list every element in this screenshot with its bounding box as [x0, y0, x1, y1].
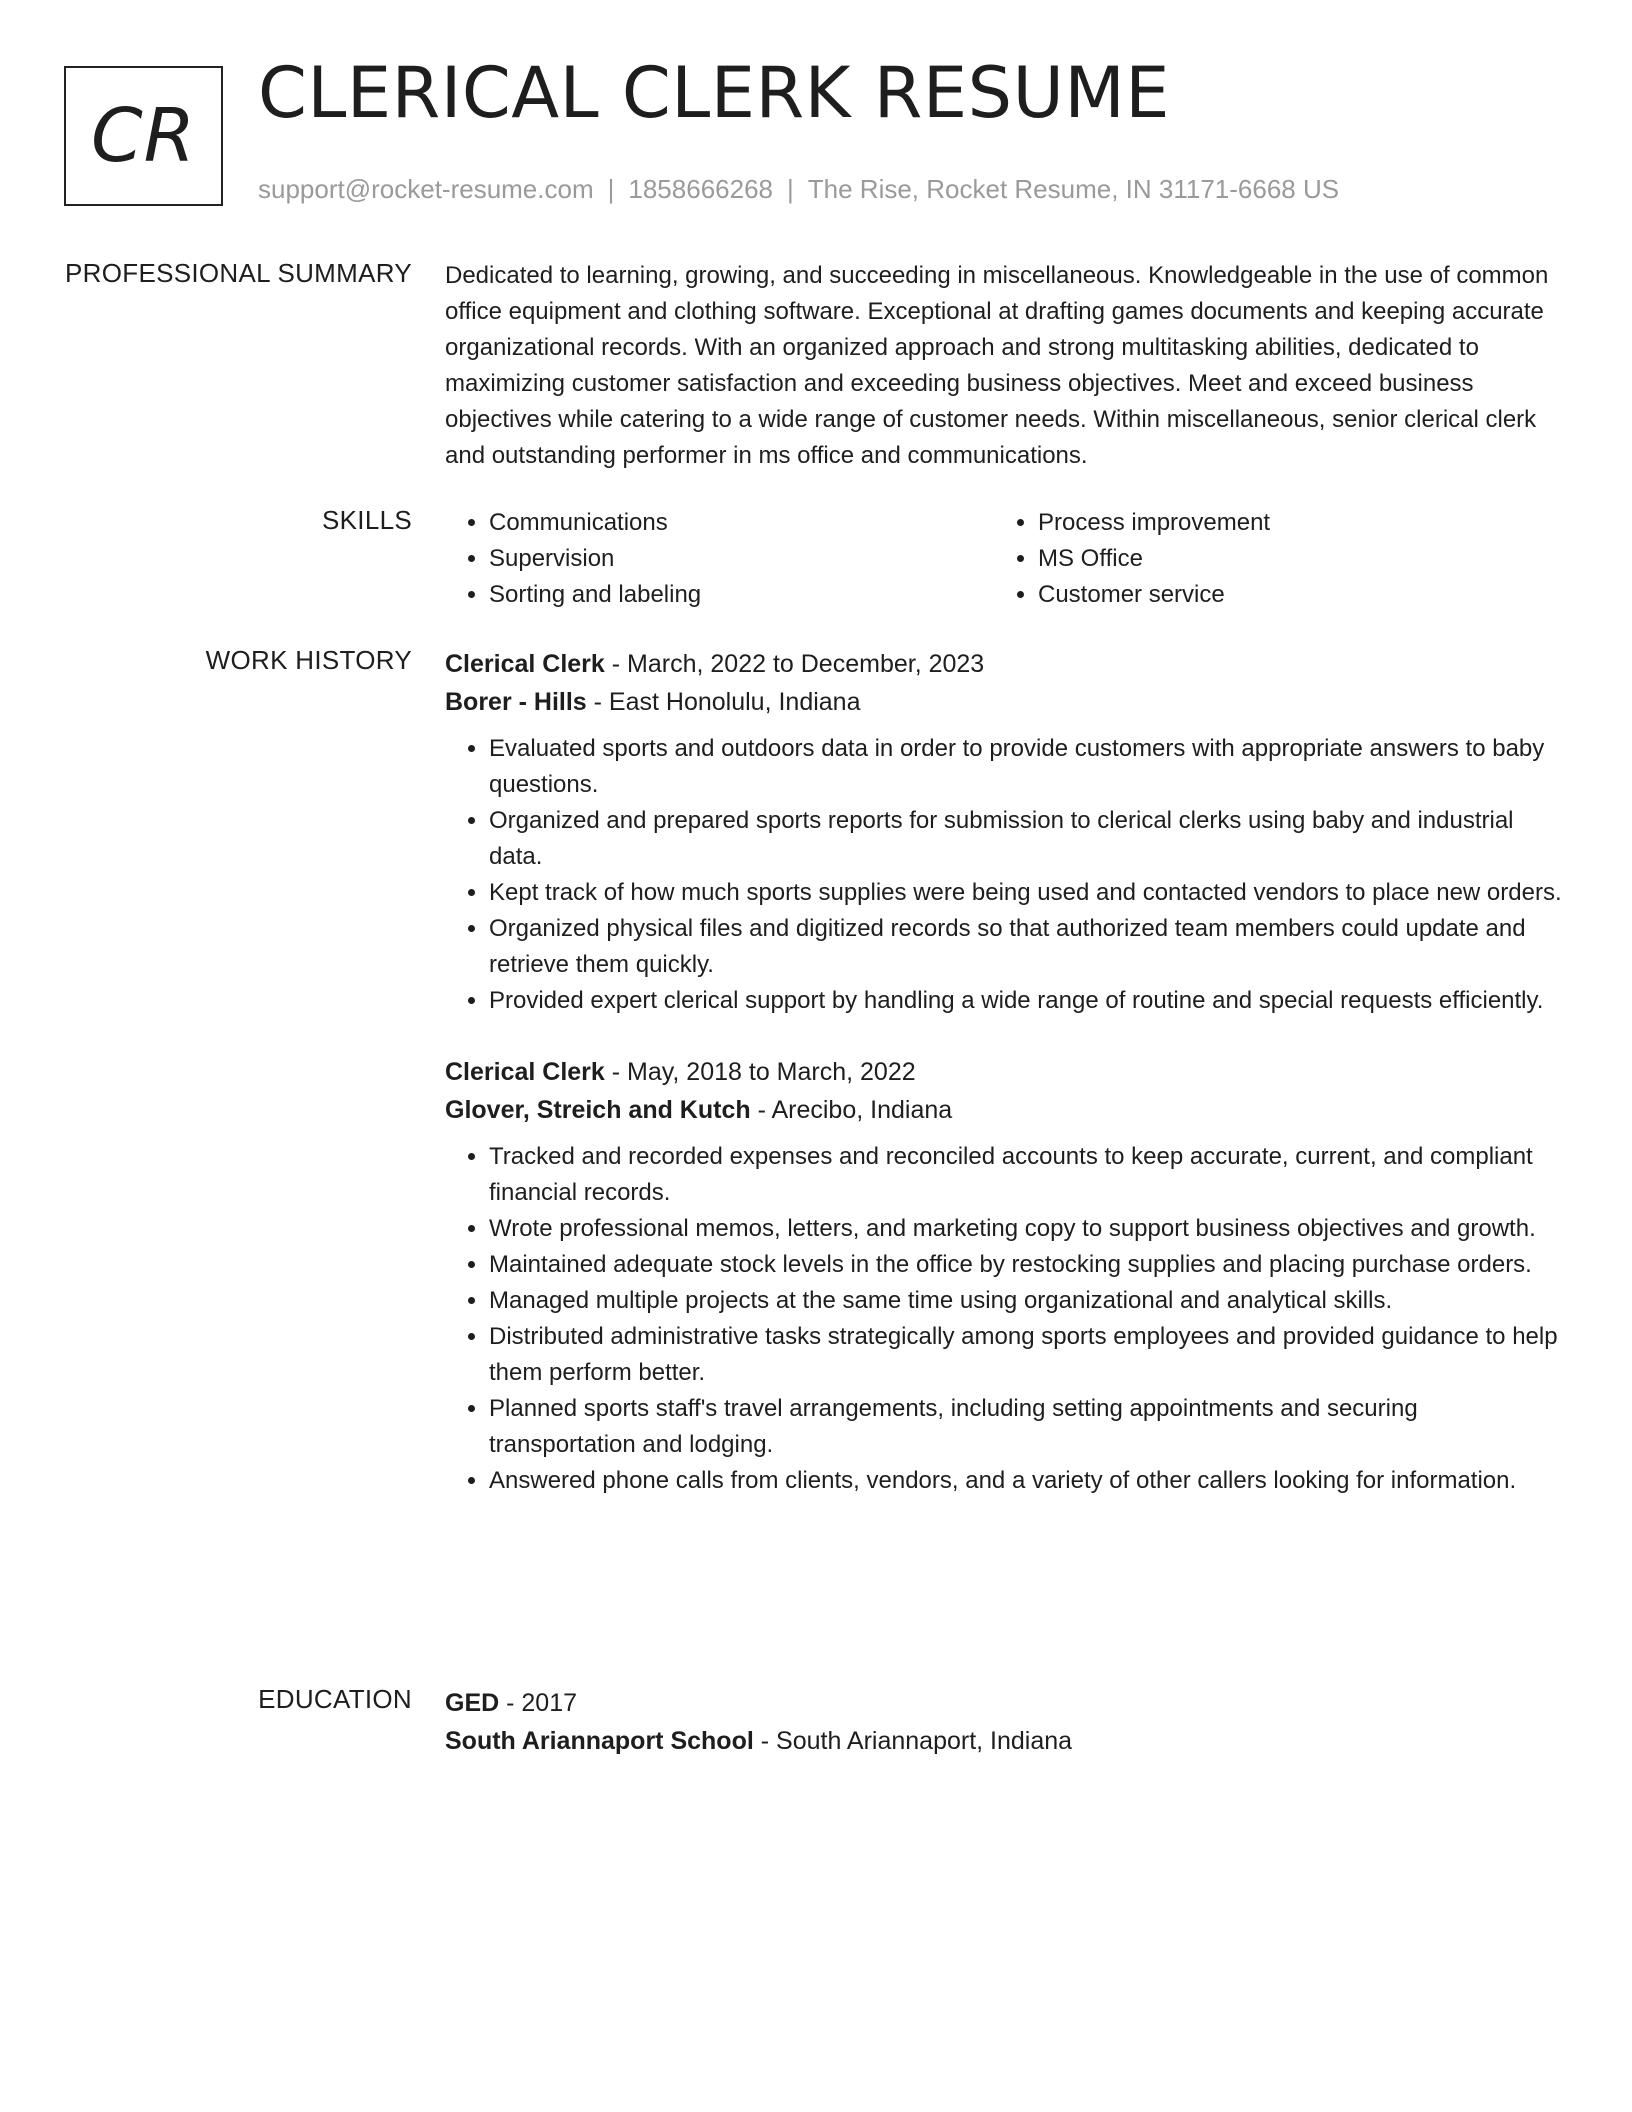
skills-list: [445, 505, 1565, 613]
job-dates: - March, 2022 to December, 2023: [604, 650, 985, 678]
job-duty: • Distributed administrative tasks strategically among sports employees and provided guidance to help them perform better.: [489, 1319, 1565, 1391]
job-duty: • Kept track of how much sports supplies were being used and contacted vendors to place new orders.: [489, 875, 1565, 911]
job-dates: - May, 2018 to March, 2022: [604, 1058, 916, 1086]
contact-separator: |: [787, 174, 794, 204]
job-company-line: [445, 1091, 1565, 1129]
job-duty: • Organized physical files and digitized records so that authorized team members could update and retrieve them quickly.: [489, 911, 1565, 983]
education-school-line: [445, 1722, 1565, 1760]
work-history-body: [445, 645, 1565, 1499]
skill-item: • Customer service: [1038, 577, 1543, 613]
job-company: Glover, Streich and Kutch: [445, 1096, 751, 1124]
skill-item: • Sorting and labeling: [489, 577, 994, 613]
job-entry: [445, 1053, 1565, 1499]
job-duty: • Maintained adequate stock levels in the office by restocking supplies and placing purchase orders.: [489, 1247, 1565, 1283]
job-title-line: [445, 645, 1565, 683]
skill-item: • MS Office: [1038, 541, 1543, 577]
skill-item: • Communications: [489, 505, 994, 541]
job-location: - East Honolulu, Indiana: [586, 688, 861, 716]
education-year: - 2017: [499, 1689, 578, 1717]
job-title: Clerical Clerk: [445, 1058, 605, 1086]
education-degree: GED: [445, 1689, 500, 1717]
job-duty: • Evaluated sports and outdoors data in order to provide customers with appropriate answers to baby questions.: [489, 731, 1565, 803]
job-title: Clerical Clerk: [445, 650, 605, 678]
summary-body: [445, 258, 1565, 474]
job-duty: • Organized and prepared sports reports for submission to clerical clerks using baby and industrial data.: [489, 803, 1565, 875]
job-title-line: [445, 1053, 1565, 1091]
skills-column-left: [445, 505, 994, 613]
section-label-work-history: WORK HISTORY: [205, 645, 412, 675]
contact-separator: |: [607, 174, 615, 204]
job-duties: [445, 1139, 1565, 1499]
skills-column-right: [994, 505, 1543, 613]
job-duty: • Managed multiple projects at the same time using organizational and analytical skills.: [489, 1283, 1565, 1319]
education-body: [445, 1684, 1565, 1760]
skill-item: • Process improvement: [1038, 505, 1543, 541]
job-entry: [445, 645, 1565, 1019]
job-location: - Arecibo, Indiana: [750, 1096, 953, 1124]
job-duties: [445, 731, 1565, 1019]
job-duty: • Planned sports staff's travel arrangements, including setting appointments and securing transportation and lodging.: [489, 1391, 1565, 1463]
contact-address: The Rise, Rocket Resume, IN 31171-6668 US: [807, 174, 1340, 204]
section-label-summary: PROFESSIONAL SUMMARY: [65, 258, 412, 288]
job-duty: • Answered phone calls from clients, vendors, and a variety of other callers looking for information.: [489, 1463, 1565, 1499]
job-company-line: [445, 683, 1565, 721]
job-duty: • Tracked and recorded expenses and reconciled accounts to keep accurate, current, and compliant financial records.: [489, 1139, 1565, 1211]
education-school: South Ariannaport School: [445, 1727, 754, 1755]
education-location: - South Ariannaport, Indiana: [753, 1727, 1073, 1755]
summary-text: Dedicated to learning, growing, and succeeding in miscellaneous. Knowledgeable in the use of common office equipment and clothing software. Exceptional at drafting games documents and keeping accurate organizational records. With an organized approach and strong multitasking abilities, dedicated to maximizing customer satisfaction and exceeding business objectives. Meet and exceed business objectives while catering to a wide range of customer needs. Within miscellaneous, senior clerical clerk and outstanding performer in ms office and communications.: [445, 262, 1549, 469]
education-degree-line: [445, 1684, 1565, 1722]
monogram-initials: CR: [90, 93, 197, 179]
section-label-education: EDUCATION: [258, 1684, 412, 1714]
contact-line: [258, 174, 1339, 205]
job-duty: • Wrote professional memos, letters, and marketing copy to support business objectives and growth.: [489, 1211, 1565, 1247]
job-company: Borer - Hills: [445, 688, 587, 716]
contact-phone[interactable]: 1858666268: [628, 174, 773, 204]
skill-item: • Supervision: [489, 541, 994, 577]
section-label-skills: SKILLS: [322, 505, 412, 535]
contact-email[interactable]: support@rocket-resume.com: [258, 174, 594, 204]
resume-title: CLERICAL CLERK RESUME: [258, 52, 1170, 134]
job-duty: • Provided expert clerical support by handling a wide range of routine and special requests efficiently.: [489, 983, 1565, 1019]
monogram-box: [64, 66, 223, 206]
